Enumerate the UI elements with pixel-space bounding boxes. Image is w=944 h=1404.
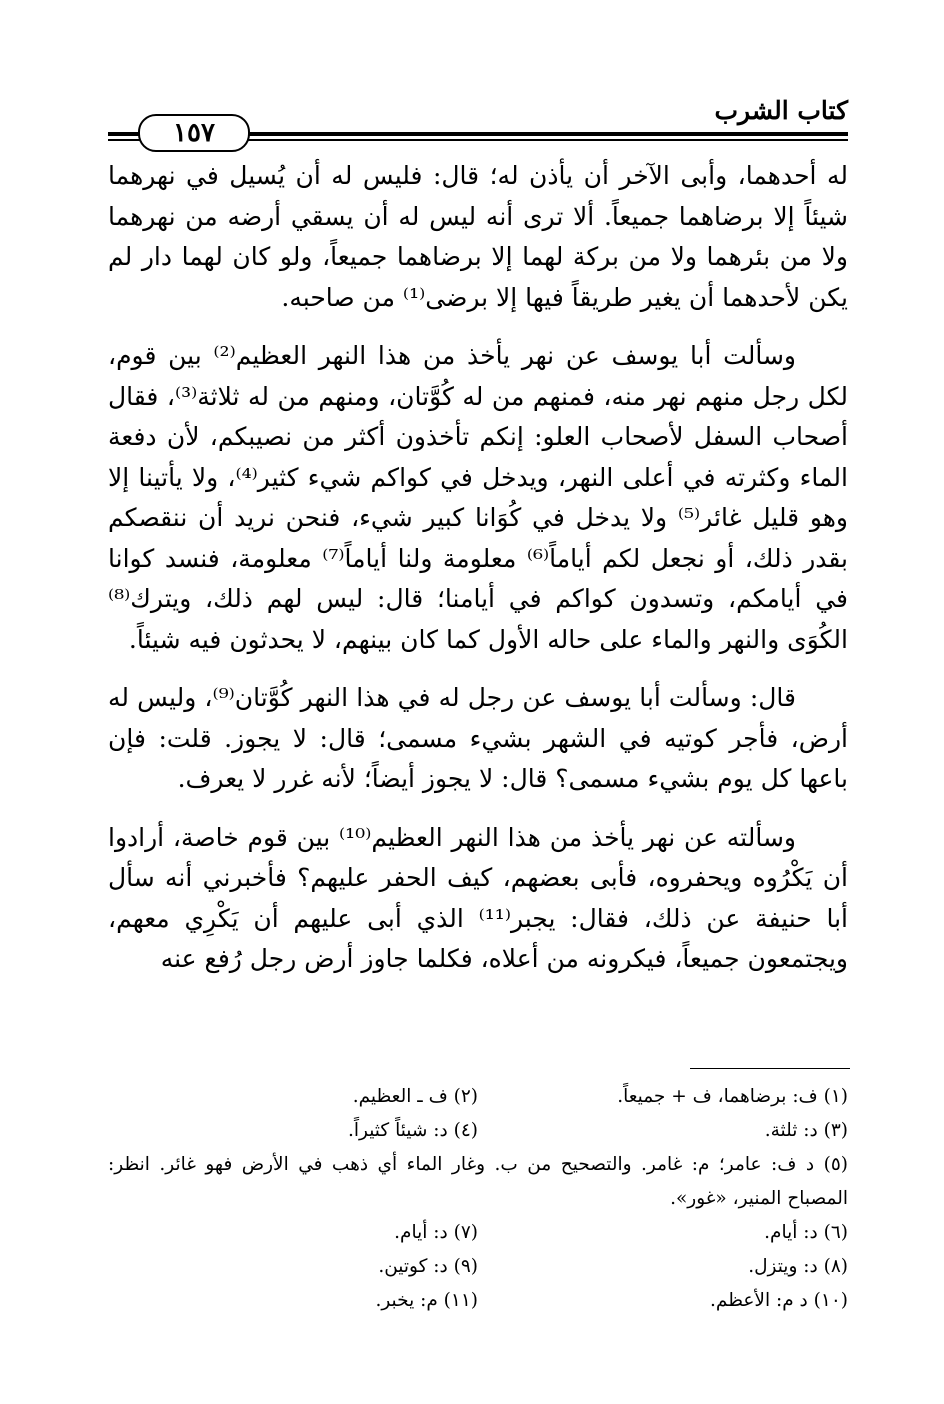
footnote: (٣) د: ثلثة. xyxy=(764,1120,848,1141)
footnote: (٩) د: كوتين. xyxy=(378,1256,478,1277)
paragraph: قال: وسألت أبا يوسف عن رجل له في هذا النهر كُوَّتان⁽⁹⁾، وليس له أرض، فأجر كوتيه في الشهر بشيء مسمى؛ قال: لا يجوز. قلت: فإن باعها كل يوم بشيء مسمى؟ قال: لا يجوز أيضاً؛ لأنه غرر لا يعرف. xyxy=(108,683,848,793)
footnote-separator xyxy=(690,1068,850,1069)
footnote-row xyxy=(108,1080,848,1114)
footnote: (١) ف: برضاهما، ف + جميعاً. xyxy=(617,1086,848,1107)
footnote: (٨) د: ويتزل. xyxy=(748,1256,848,1277)
footnote-row xyxy=(108,1114,848,1148)
running-title: كتاب الشرب xyxy=(714,96,848,125)
footnote: (١٠) د م: الأعظم. xyxy=(710,1290,848,1311)
paragraph: وسألت أبا يوسف عن نهر يأخذ من هذا النهر العظيم⁽²⁾ بين قوم، لكل رجل منهم نهر منه، فمنهم من له كُوَّتان، ومنهم من له ثلاثة⁽³⁾، فقال أصحاب السفل لأصحاب العلو: إنكم تأخذون أكثر من نصيبكم، لأن دفعة الماء وكثرته في أعلى النهر، ويدخل في كواكم شيء كثير⁽⁴⁾، ولا يأتينا إلا وهو قليل غائر⁽⁵⁾ ولا يدخل في كُوَانا كبير شيء، فنحن نريد أن ننقصكم بقدر ذلك، أو نجعل لكم أياماً⁽⁶⁾ معلومة ولنا أياماً⁽⁷⁾ معلومة، فنسد كوانا في أيامكم، وتسدون كواكم في أيامنا؛ قال: ليس لهم ذلك، ويترك⁽⁸⁾ الكُوَى والنهر والماء على حاله الأول كما كان بينهم، لا يحدثون فيه شيئاً. xyxy=(108,341,849,654)
main-text xyxy=(108,156,848,980)
footnote: (٤) د: شيئاً كثيراً. xyxy=(348,1120,478,1141)
paragraph: وسألته عن نهر يأخذ من هذا النهر العظيم⁽¹⁰⁾ بين قوم خاصة، أرادوا أن يَكْرُوه ويحفروه، فأبى بعضهم، كيف الحفر عليهم؟ فأخبرني أنه سأل أبا حنيفة عن ذلك، فقال: يجبر⁽¹¹⁾ الذي أبى عليهم أن يَكْرِي معهم، ويجتمعون جميعاً، فيكرونه من أعلاه، فكلما جاوز أرض رجل رُفع عنه xyxy=(108,822,849,973)
footnote-row xyxy=(108,1284,848,1318)
footnote: (٦) د: أيام. xyxy=(764,1222,848,1243)
page-number: ١٥٧ xyxy=(138,114,250,152)
footnote-row xyxy=(108,1148,848,1216)
page-header xyxy=(108,92,848,152)
footnote: (٢) ف ـ العظيم. xyxy=(352,1086,478,1107)
paragraph: له أحدهما، وأبى الآخر أن يأذن له؛ قال: فليس له أن يُسيل في نهرهما شيئاً إلا برضاهما جميعاً. ألا ترى أنه ليس له أن يسقي أرضه من نهرهما ولا من بئرهما ولا من بركة لهما إلا برضاهما جميعاً، ولو كان لهما دار لم يكن لأحدهما أن يغير طريقاً فيها إلا برضى⁽¹⁾ من صاحبه. xyxy=(108,161,848,312)
footnote: (١١) م: يخبر. xyxy=(375,1290,478,1311)
footnote: (٧) د: أيام. xyxy=(394,1222,478,1243)
footnote: (٥) د ف: عامر؛ م: غامر. والتصحيح من ب. وغار الماء أي ذهب في الأرض فهو غائر. انظر: المصباح المنير، «غور». xyxy=(108,1154,848,1209)
footnotes xyxy=(108,1080,848,1318)
footnote-row xyxy=(108,1250,848,1284)
footnote-row xyxy=(108,1216,848,1250)
